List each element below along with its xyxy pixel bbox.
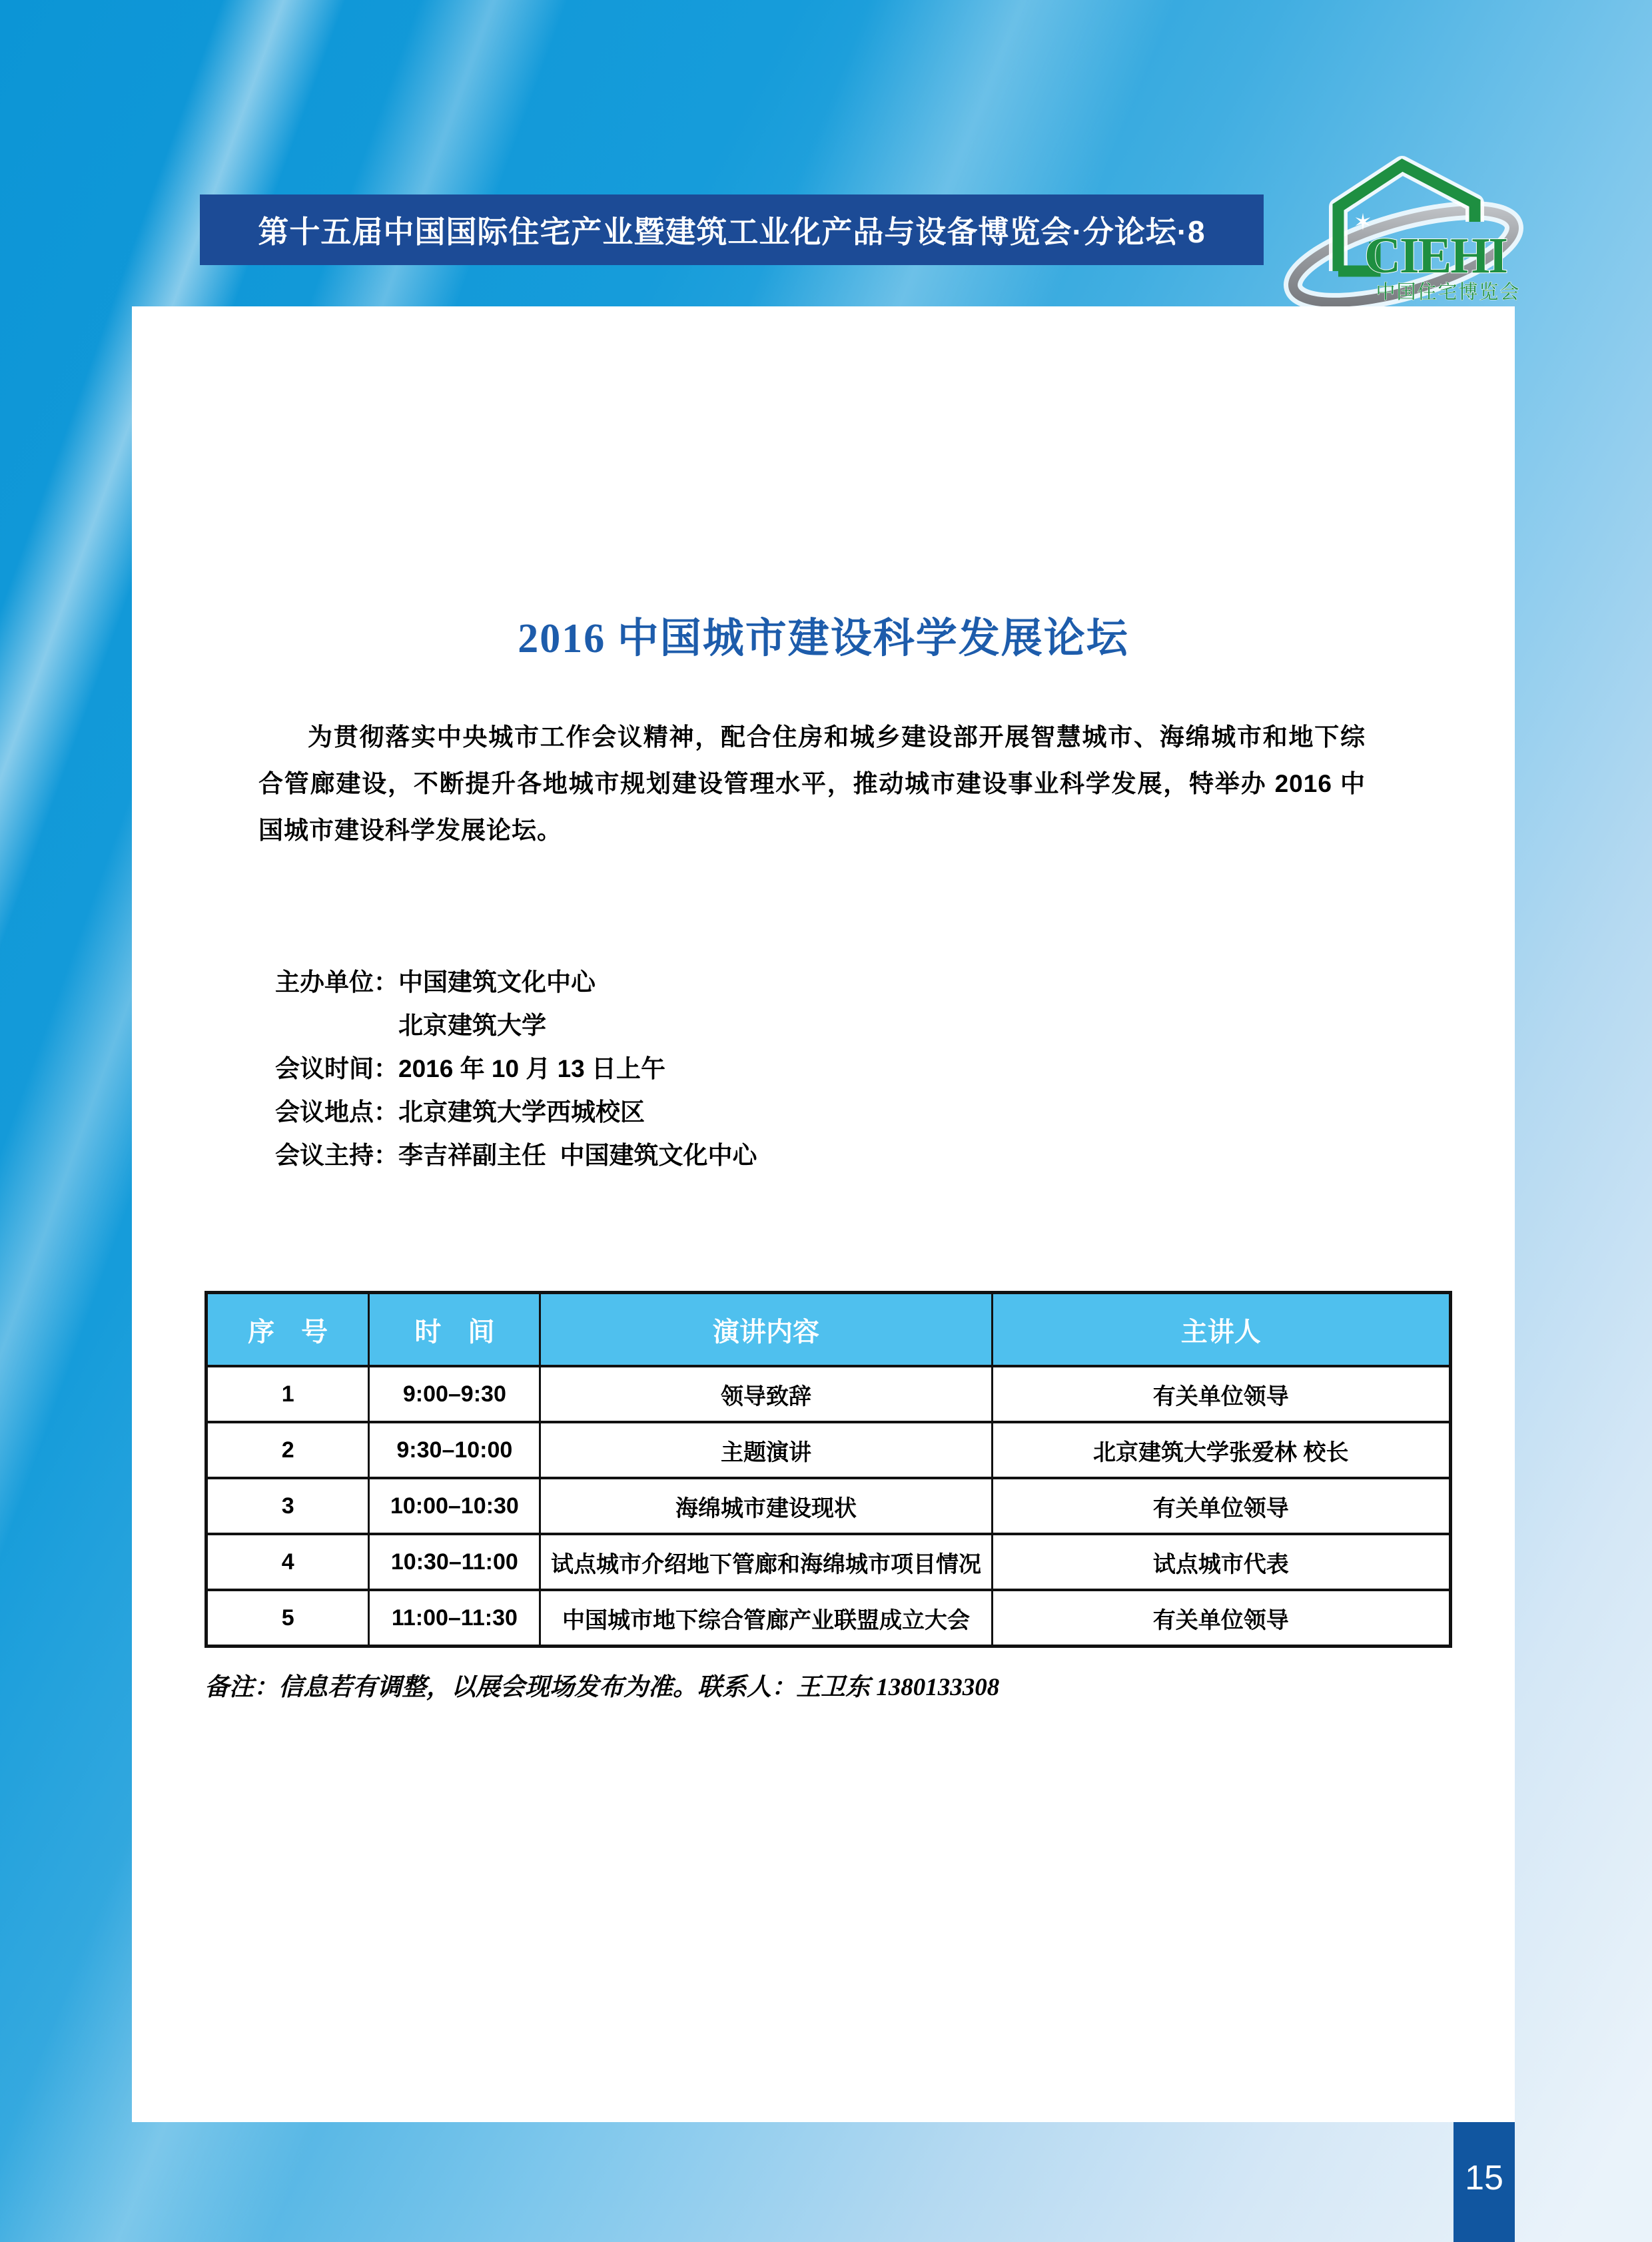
table-row xyxy=(208,1365,1449,1421)
detail-row-host xyxy=(275,1131,757,1174)
cell-content: 主题演讲 xyxy=(539,1423,991,1477)
table-row xyxy=(208,1477,1449,1533)
house-swoosh-icon xyxy=(1274,155,1539,315)
detail-row-venue xyxy=(275,1088,757,1131)
page-number-badge xyxy=(1453,2122,1515,2242)
header-banner-text: 第十五届中国国际住宅产业暨建筑工业化产品与设备博览会·分论坛·8 xyxy=(258,214,1206,249)
intro-paragraph: 为贯彻落实中央城市工作会议精神，配合住房和城乡建设部开展智慧城市、海绵城市和地下综合管廊建设，不断提升各地城市规划建设管理水平，推动城市建设事业科学发展，特举办 2016 中国城市建设科学发展论坛。 xyxy=(258,723,1366,844)
detail-value: 中国建筑文化中心 xyxy=(398,968,596,996)
detail-row-time xyxy=(275,1044,757,1088)
page-number: 15 xyxy=(1465,2159,1503,2197)
cell-content: 领导致辞 xyxy=(539,1367,991,1421)
detail-value: 北京建筑大学 xyxy=(398,1011,546,1039)
cell-speaker: 北京建筑大学张爱林 校长 xyxy=(991,1423,1449,1477)
detail-label: 会议主持： xyxy=(275,1141,398,1169)
header-banner xyxy=(200,194,1264,265)
cell-no: 5 xyxy=(281,1605,294,1631)
logo-subtitle: 中国住宅博览会 xyxy=(1376,282,1521,303)
cell-no: 2 xyxy=(281,1437,294,1463)
column-header-content: 演讲内容 xyxy=(539,1294,991,1365)
cell-time: 10:30–11:00 xyxy=(368,1535,539,1589)
column-header-time: 时 间 xyxy=(368,1294,539,1365)
table-row xyxy=(208,1589,1449,1645)
detail-label: 会议时间： xyxy=(275,1054,398,1082)
column-header-speaker: 主讲人 xyxy=(991,1294,1449,1365)
schedule-table xyxy=(205,1291,1452,1648)
table-row xyxy=(208,1533,1449,1589)
table-row xyxy=(208,1421,1449,1477)
detail-value: 李吉祥副主任 中国建筑文化中心 xyxy=(398,1141,757,1169)
content-card xyxy=(132,306,1515,2122)
cell-no: 1 xyxy=(281,1381,294,1407)
cell-speaker: 有关单位领导 xyxy=(991,1479,1449,1533)
cell-speaker: 有关单位领导 xyxy=(991,1591,1449,1645)
schedule-table-header xyxy=(208,1294,1449,1365)
cell-time: 9:30–10:00 xyxy=(368,1423,539,1477)
column-header-no: 序 号 xyxy=(248,1317,328,1347)
page-title: 2016 中国城市建设科学发展论坛 xyxy=(518,616,1129,661)
cell-speaker: 有关单位领导 xyxy=(991,1367,1449,1421)
cell-time: 9:00–9:30 xyxy=(368,1367,539,1421)
star-icon: ✶ xyxy=(1353,210,1373,235)
logo-acronym: CIEHI xyxy=(1364,228,1507,284)
detail-value: 2016 年 10 月 13 日上午 xyxy=(398,1054,666,1082)
cell-no: 3 xyxy=(281,1493,294,1519)
cell-time: 11:00–11:30 xyxy=(368,1591,539,1645)
detail-value: 北京建筑大学西城校区 xyxy=(398,1098,645,1126)
detail-row-organizer2 xyxy=(275,1001,757,1044)
cell-no: 4 xyxy=(281,1549,294,1575)
footnote: 备注：信息若有调整，以展会现场发布为准。联系人：王卫东 1380133308 xyxy=(205,1674,1000,1701)
cell-content: 试点城市介绍地下管廊和海绵城市项目情况 xyxy=(539,1535,991,1589)
expo-logo xyxy=(1274,155,1539,315)
detail-label: 主办单位： xyxy=(275,968,398,996)
cell-content: 中国城市地下综合管廊产业联盟成立大会 xyxy=(539,1591,991,1645)
cell-speaker: 试点城市代表 xyxy=(991,1535,1449,1589)
detail-row-organizer xyxy=(275,958,757,1001)
meeting-details xyxy=(275,958,757,1174)
detail-label: 会议地点： xyxy=(275,1098,398,1126)
cell-time: 10:00–10:30 xyxy=(368,1479,539,1533)
cell-content: 海绵城市建设现状 xyxy=(539,1479,991,1533)
